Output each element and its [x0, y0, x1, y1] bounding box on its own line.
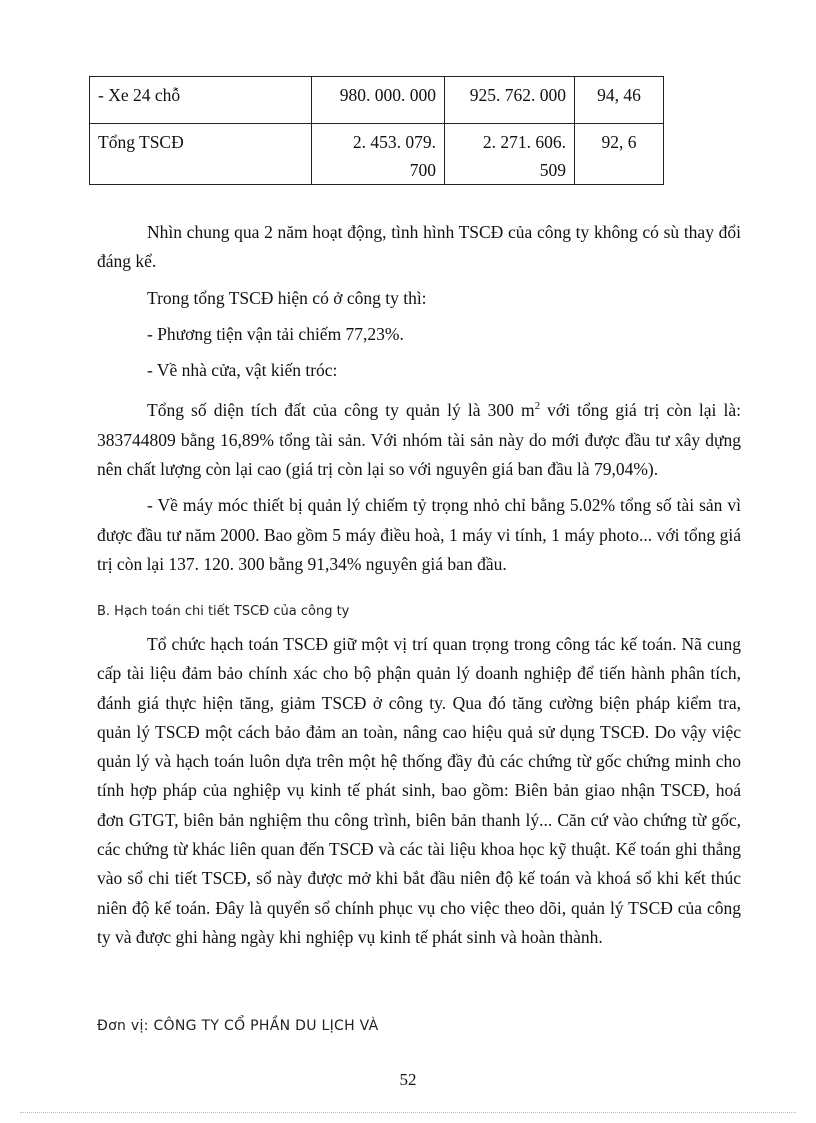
- paragraph-transport: - Phương tiện vận tải chiếm 77,23%.: [147, 323, 404, 344]
- paragraph-accounting: Tổ chức hạch toán TSCĐ giữ một vị trí quan trọng trong công tác kế toán. Nã cung cấp tài liệu đảm bảo chính xác cho bộ phận quản lý doanh nghiệp để tiến hành phân tích, đánh giá thực hiện tăng, giảm TSCĐ ở công ty. Qua đó tăng cường biện pháp kiểm tra, quản lý TSCĐ một cách bảo đảm an toàn, nâng cao hiệu quả sử dụng TSCĐ. Do vậy việc quản lý và hạch toán luôn dựa trên một hệ thống đầy đủ các chứng từ gốc chứng minh cho tính hợp pháp của nghiệp vụ kinh tế phát sinh, bao gồm: Biên bản giao nhận TSCĐ, hoá đơn GTGT, biên bản nghiệm thu công trình, biên bản thanh lý... Căn cứ vào chứng từ gốc, các chứng từ khác liên quan đến TSCĐ và các tài liệu khoa học kỹ thuật. Kế toán ghi thẳng vào sổ chi tiết TSCĐ, sổ này được mở khi bắt đầu niên độ kế toán và khoá sổ khi kết thúc niên độ kế toán. Đây là quyển sổ chính phục vụ cho việc theo dõi, quản lý TSCĐ của công ty và được ghi hàng ngày khi nghiệp vụ kinh tế phát sinh và hoàn thành.: [97, 634, 741, 947]
- paragraph-composition: Trong tổng TSCĐ hiện có ở công ty thì:: [147, 287, 427, 308]
- paragraph-summary: Nhìn chung qua 2 năm hoạt động, tình hình TSCĐ của công ty không có sù thay đổi đáng kể.: [97, 222, 741, 272]
- row-ratio: 94, 46: [575, 77, 664, 124]
- row-ratio: 92, 6: [575, 124, 664, 185]
- row-name: Tổng TSCĐ: [90, 124, 312, 185]
- unit-line: Đơn vị: CÔNG TY CỔ PHẦN DU LỊCH VÀ: [97, 1018, 379, 1034]
- paragraph-equipment: - Về máy móc thiết bị quản lý chiếm tỷ trọng nhỏ chỉ bằng 5.02% tổng số tài sản vì được đầu tư năm 2000. Bao gồm 5 máy điều hoà, 1 máy vi tính, 1 máy photo... với tổng giá trị còn lại 137. 120. 300 bằng 91,34% nguyên giá ban đầu.: [97, 495, 741, 574]
- paragraph-land: Tổng số diện tích đất của công ty quản lý là 300 $m^2$ với tổng giá trị còn lại là: 383744809 bằng 16,89% tổng tài sản. Với nhóm tài sản này do mới được đầu tư xây dựng nên chất lượng còn lại cao (giá trị còn lại so với nguyên giá ban đầu là 79,04%).: [97, 400, 741, 479]
- row-value-2: 925. 762. 000: [445, 77, 575, 124]
- paragraph-buildings: - Về nhà cửa, vật kiến tróc:: [147, 360, 338, 381]
- row-value-1: 980. 000. 000: [312, 77, 445, 124]
- table-row: [90, 77, 664, 124]
- page-number: 52: [399, 1070, 417, 1089]
- bottom-divider: [20, 1112, 796, 1113]
- row-name: - Xe 24 chỗ: [90, 77, 312, 124]
- fixed-assets-table: [89, 76, 664, 185]
- section-heading: B. Hạch toán chi tiết TSCĐ của công ty: [97, 604, 350, 619]
- table-row-total: [90, 124, 664, 185]
- row-value-1: 2. 453. 079. 700: [312, 124, 445, 185]
- row-value-2: 2. 271. 606. 509: [445, 124, 575, 185]
- body-text-upper: [97, 218, 741, 579]
- body-text-lower: [97, 630, 741, 952]
